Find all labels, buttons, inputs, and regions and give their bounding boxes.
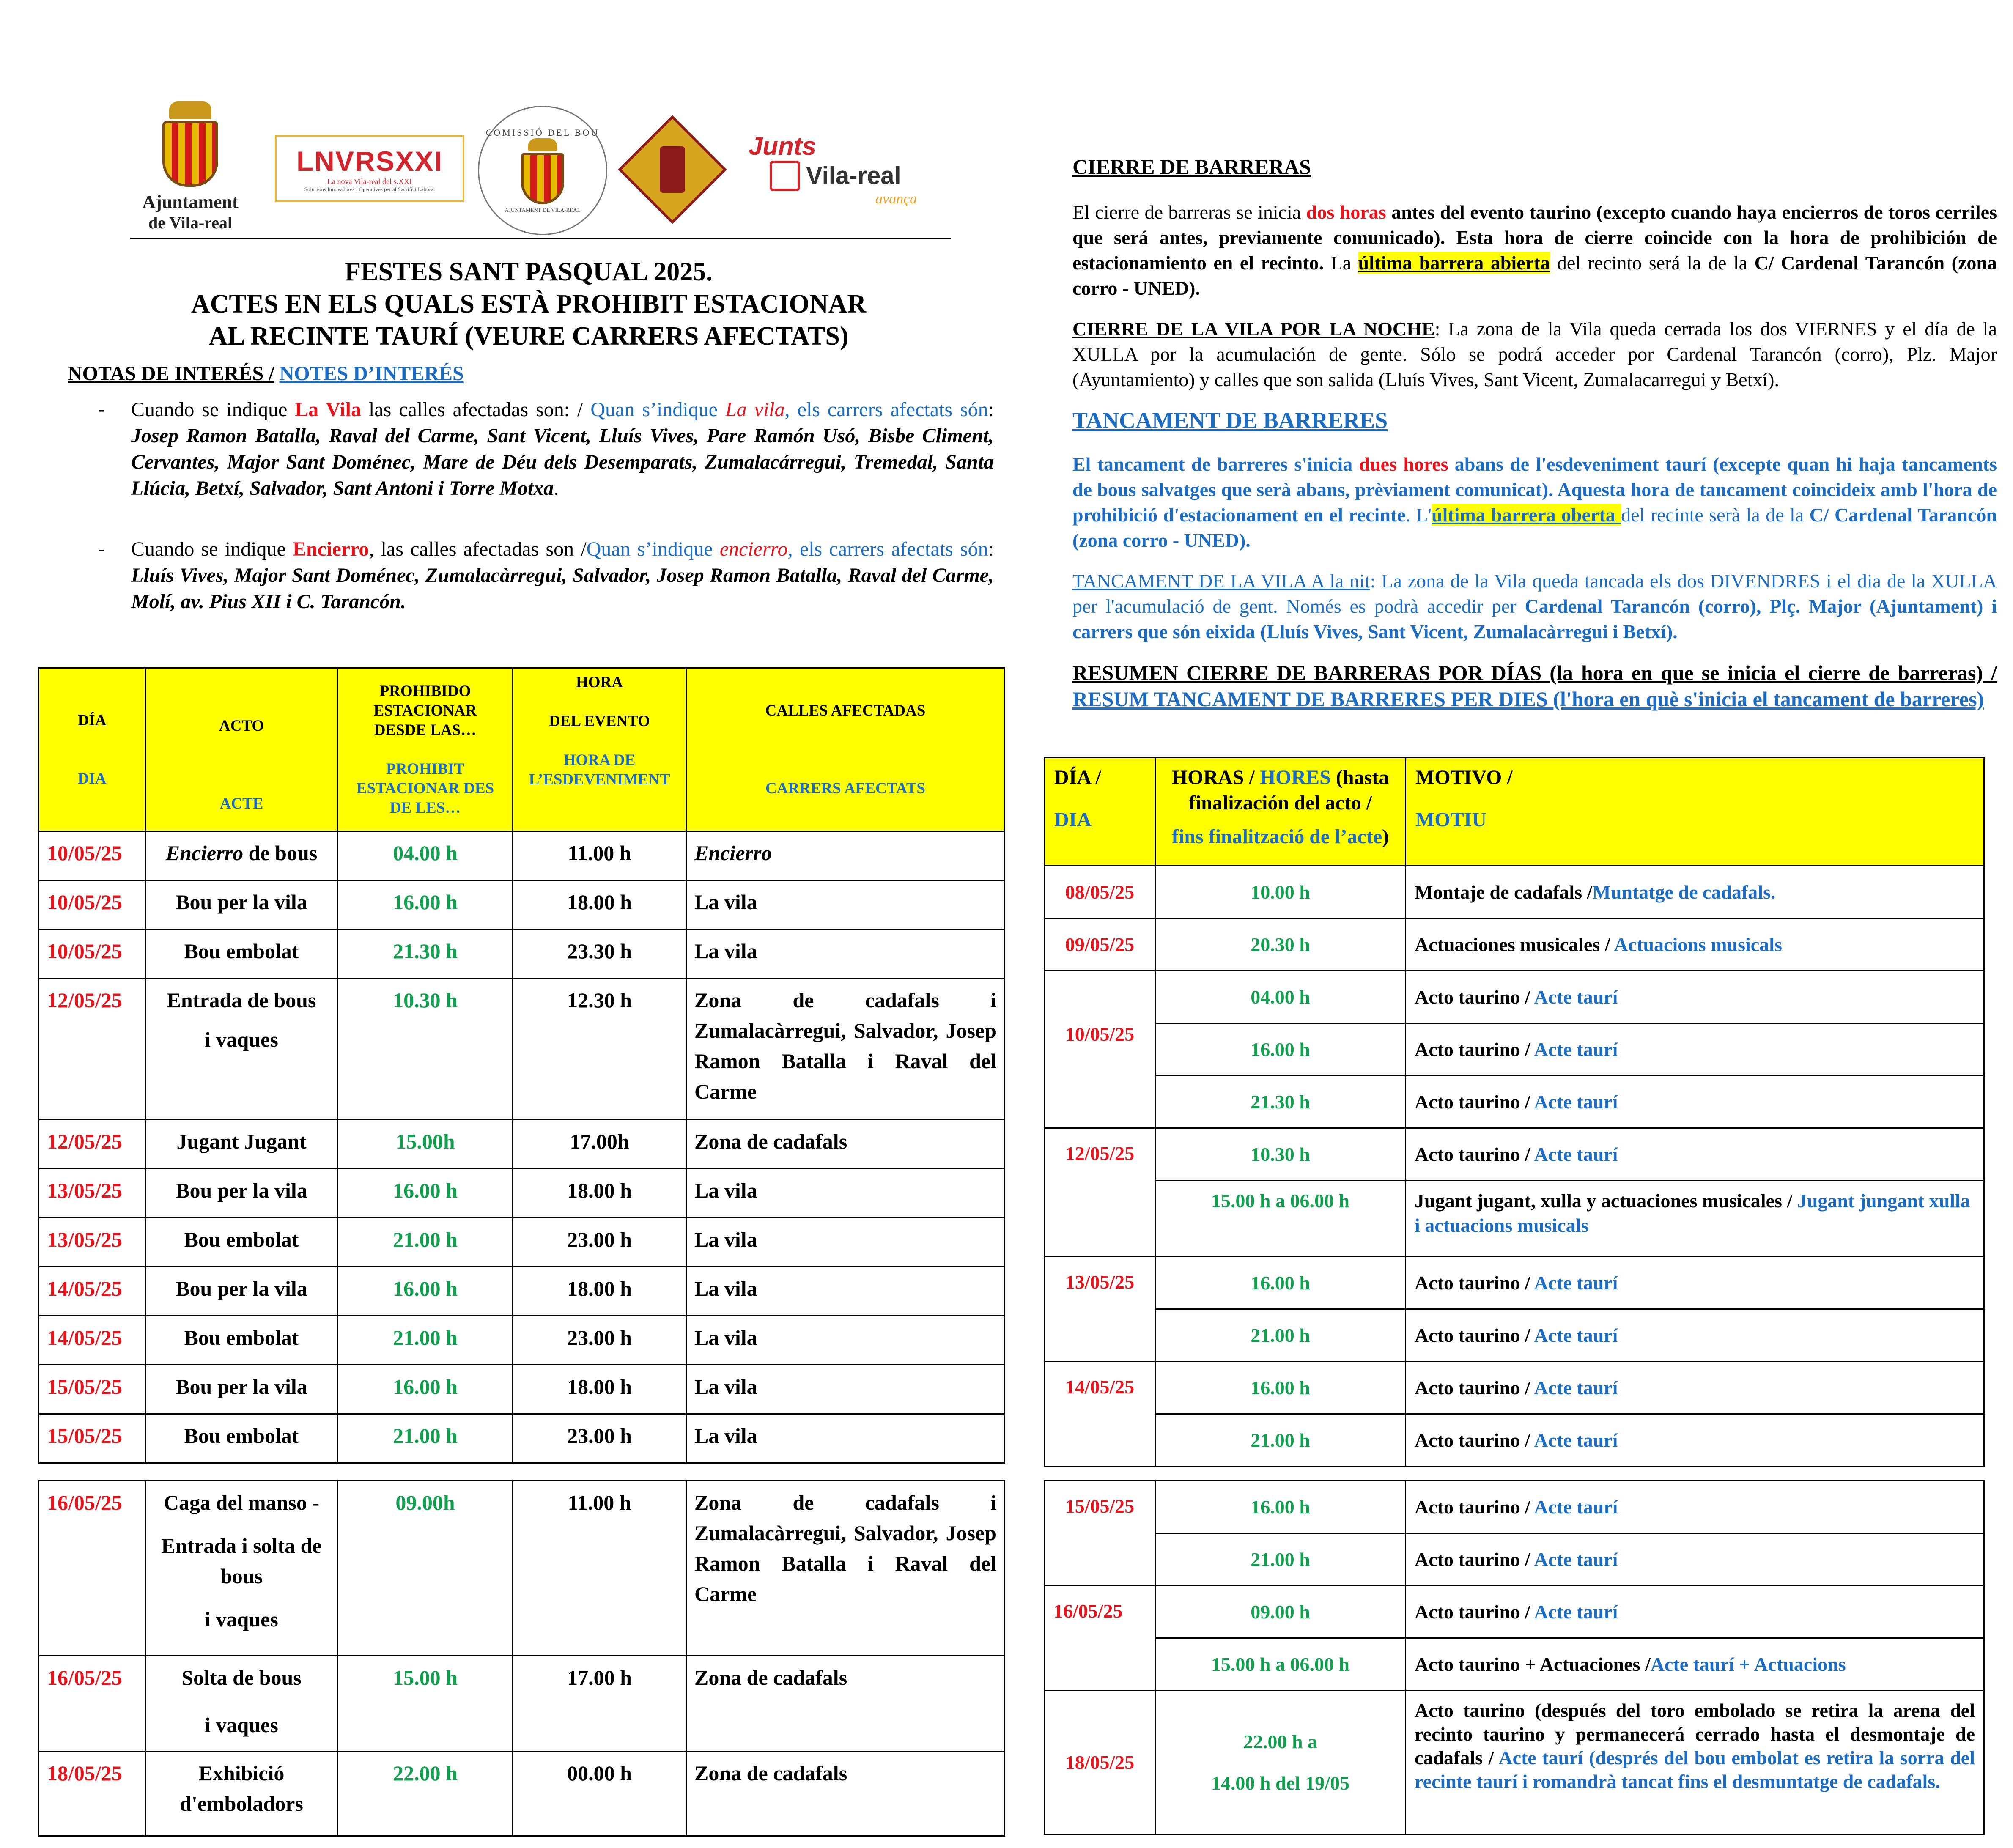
table-row: 15/05/25 Bou embolat 21.00 h 23.00 h La vila xyxy=(39,1414,1005,1463)
tancament-nit-text: TANCAMENT DE LA VILA A la nit: La zona de la Vila queda tancada els dos DIVENDRES i el dia de la XULLA per l'acumulació de gent. Només es podrà accedir per Cardenal Tarancón (corro), Plç. Major (Ajuntament) i carrers que són eixida (Lluís Vives, Sant Vicent, Zumalacàrregui i Betxí). xyxy=(1072,570,1997,642)
table-row: 21.00 h Acto taurino / Acte taurí xyxy=(1045,1414,1984,1467)
barrier-summary-table xyxy=(1044,757,1985,1467)
table-row: 14/05/25 16.00 h Acto taurino / Acte taurí xyxy=(1045,1362,1984,1414)
table-row: 21.00 h Acto taurino / Acte taurí xyxy=(1045,1309,1984,1362)
table-row: 09/05/25 20.30 h Actuaciones musicales / Actuacions musicals xyxy=(1045,919,1984,971)
table-header-row xyxy=(1045,758,1984,866)
la-vila-streets: Josep Ramon Batalla, Raval del Carme, Sant Vicent, Lluís Vives, Pare Ramón Usó, Bisbe Climent, Cervantes, Major Sant Doménec, Mare de Déu dels Desemparats, Zumalacárregui, Tremedal, Santa Llúcia, Betxí, Salvador, Sant Antoni i Torre Motxa xyxy=(131,425,994,499)
table-row: 18/05/25 Exhibició d'emboladors 22.00 h 00.00 h Zona de cadafals xyxy=(39,1752,1005,1836)
table-row: 14/05/25 Bou per la vila 16.00 h 18.00 h La vila xyxy=(39,1267,1005,1316)
notes-heading xyxy=(68,362,464,385)
table-row: 15/05/25 16.00 h Acto taurino / Acte taurí xyxy=(1045,1481,1984,1533)
table-row: 13/05/25 Bou per la vila 16.00 h 18.00 h La vila xyxy=(39,1169,1005,1218)
cierre-title: CIERRE DE BARRERAS xyxy=(1072,155,1311,178)
table-row: 14/05/25 Bou embolat 21.00 h 23.00 h La vila xyxy=(39,1316,1005,1365)
prohibition-table-continued xyxy=(38,1480,1005,1837)
note-encierro: Cuando se indique Encierro, las calles afectadas son /Quan s’indique encierro, els carrers afectats són: Lluís Vives, Major Sant Doménec, Zumalacàrregui, Salvador, Josep Ramon Batalla, Raval del Carme, Molí, av. Pius XII i C. Tarancón. xyxy=(131,538,994,613)
table-row: 15.00 h a 06.00 h Acto taurino + Actuaciones /Acte taurí + Actuacions xyxy=(1045,1638,1984,1691)
note-la-vila: Cuando se indique La Vila las calles afectadas son: / Quan s’indique La vila, els carrers afectats són: Josep Ramon Batalla, Raval del Carme, Sant Vicent, Lluís Vives, Pare Ramón Usó, Bisbe Climent, Cervantes, Major Sant Doménec, Mare de Déu dels Desemparats, Zumalacárregui, Tremedal, Santa Llúcia, Betxí, Salvador, Sant Antoni i Torre Motxa. xyxy=(131,398,994,499)
col-dia: DÍA DIA xyxy=(39,668,145,831)
table-row: 16/05/25 Caga del manso - Entrada i solta de bous i vaques 09.00h 11.00 h Zona de cadafals i Zumalacàrregui, Salvador, Josep Ramon Batalla i Raval del Carme xyxy=(39,1481,1005,1656)
avanca-label: avança xyxy=(875,191,917,207)
title-line1: FESTES SANT PASQUAL 2025. xyxy=(345,258,713,286)
lnvrs-logo xyxy=(275,135,464,202)
ajuntament-line1: Ajuntament xyxy=(142,192,239,212)
col-hora: HORA DEL EVENTO HORA DE L’ESDEVENIMENT xyxy=(513,668,686,831)
tancament-text: El tancament de barreres s'inicia dues hores abans de l'esdeveniment taurí (excepte quan hi haja tancaments de bous salvatges que serà abans, prèviament comunicat). Aquesta hora de tancament coincideix amb l'hora de prohibició d'estacionament en el recinte. L'última barrera oberta del recinte serà la de la C/ Cardenal Tarancón (zona corro - UNED). xyxy=(1072,453,1997,551)
ajuntament-line2: de Vila-real xyxy=(148,213,233,232)
table-row: 15/05/25 Bou per la vila 16.00 h 18.00 h La vila xyxy=(39,1365,1005,1414)
crown-icon xyxy=(528,138,557,151)
bullet-dash-2: - xyxy=(98,537,105,560)
coat-of-arms-icon xyxy=(521,153,564,204)
table-row: 16/05/25 Solta de bous i vaques 15.00 h 17.00 h Zona de cadafals xyxy=(39,1656,1005,1752)
page-title xyxy=(85,256,973,352)
table-row: 21.30 h Acto taurino / Acte taurí xyxy=(1045,1076,1984,1128)
col-horas: HORAS / HORES (hasta finalización del acto / fins finalització de l’acte) xyxy=(1155,758,1406,866)
junts-vilareal-logo xyxy=(744,127,943,211)
comissio-label: COMISSIÓ DEL BOU xyxy=(485,127,600,138)
col-calles: CALLES AFECTADAS CARRERS AFECTATS xyxy=(686,668,1005,831)
lnvrs-title: LNVRSXXI xyxy=(296,145,443,177)
title-line3: AL RECINTE TAURÍ (VEURE CARRERS AFECTATS) xyxy=(208,322,849,351)
ajuntament-logo xyxy=(135,101,245,233)
vr-mark-icon xyxy=(770,161,800,191)
table-row: 08/05/25 10.00 h Montaje de cadafals /Muntatge de cadafals. xyxy=(1045,866,1984,919)
lnvrs-sub1: La nova Vila-real del s.XXI xyxy=(327,177,412,186)
table-header-row xyxy=(39,668,1005,831)
junts-label: Junts xyxy=(749,132,817,160)
col-acto: ACTO ACTE xyxy=(145,668,338,831)
cierre-text: El cierre de barreras se inicia dos horas antes del evento taurino (excepto cuando haya encierros de toros cerriles que será antes, previamente comunicado). Esta hora de cierre coincide con la hora de prohibición de estacionamiento en el recinto. La última barrera abierta del recinto será la de la C/ Cardenal Tarancón (zona corro - UNED). xyxy=(1072,201,1997,299)
resumen-heading: RESUMEN CIERRE DE BARRERAS POR DÍAS (la hora en que se inicia el cierre de barreras) / RESUM TANCAMENT DE BARRERES PER DIES (l'hora en què s'inicia el tancament de barreres) xyxy=(1072,661,1997,711)
barrier-summary-table-continued xyxy=(1044,1480,1985,1835)
table-row: 10/05/25 Bou embolat 21.30 h 23.30 h La vila xyxy=(39,929,1005,979)
crown-icon xyxy=(169,101,211,119)
table-row: 15.00 h a 06.00 h Jugant jugant, xulla y actuaciones musicales / Jugant jungant xulla i actuacions musicals xyxy=(1045,1181,1984,1257)
table-row: 10/05/25 Bou per la vila 16.00 h 18.00 h La vila xyxy=(39,880,1005,929)
col-prohibido: PROHIBIDO ESTACIONAR DESDE LAS… PROHIBIT ESTACIONAR DES DE LES… xyxy=(338,668,513,831)
coat-of-arms-icon xyxy=(162,121,218,187)
notes-heading-ca: NOTES D’INTERÉS xyxy=(279,362,464,385)
table-row: 10/05/25 04.00 h Acto taurino / Acte taurí xyxy=(1045,971,1984,1023)
table-row: 12/05/25 Jugant Jugant 15.00h 17.00h Zona de cadafals xyxy=(39,1120,1005,1169)
diamond-badge-icon xyxy=(618,115,727,224)
comissio-bottom-label: AJUNTAMENT DE VILA-REAL xyxy=(505,207,581,213)
title-line2: ACTES EN ELS QUALS ESTÀ PROHIBIT ESTACIONAR xyxy=(191,290,867,318)
lnvrs-sub2: Solucions Innovadores i Operatives per al Sacrifici Laboral xyxy=(304,186,435,192)
table-row: 13/05/25 16.00 h Acto taurino / Acte taurí xyxy=(1045,1257,1984,1309)
prohibition-table xyxy=(38,667,1005,1464)
col-dia: DÍA / DIA xyxy=(1045,758,1155,866)
logo-divider xyxy=(130,238,951,239)
vilareal-label: Vila-real xyxy=(806,162,901,189)
notes-heading-es: NOTAS DE INTERÉS / xyxy=(68,362,274,385)
penya-logo xyxy=(622,118,723,220)
tancament-title: TANCAMENT DE BARRERES xyxy=(1072,408,1388,433)
table-row: 10/05/25 Encierro de bous 04.00 h 11.00 h Encierro xyxy=(39,831,1005,880)
table-row: 18/05/25 22.00 h a 14.00 h del 19/05 Acto taurino (después del toro embolado se retira la arena del recinto taurino y permanecerá cerrado hasta el desmontaje de cadafals / Acte taurí (després del bou embolat es retira la sorra del recinte taurí i romandrà tancat fins el desmuntatge de cadafals. xyxy=(1045,1691,1984,1834)
cierre-noche-text: CIERRE DE LA VILA POR LA NOCHE: La zona de la Vila queda cerrada los dos VIERNES y el día de la XULLA por la acumulación de gente. Sólo se podrá acceder por Cardenal Tarancón (corro), Plz. Major (Ayuntamiento) y calles que son salida (Lluís Vives, Sant Vicent, Zumalacarregui y Betxí). xyxy=(1072,318,1997,390)
table-row: 12/05/25 Entrada de bous i vaques 10.30 h 12.30 h Zona de cadafals i Zumalacàrregui, Salvador, Josep Ramon Batalla i Raval del Carme xyxy=(39,979,1005,1120)
col-motivo: MOTIVO / MOTIU xyxy=(1406,758,1984,866)
bullet-dash-1: - xyxy=(98,398,105,420)
table-row: 21.00 h Acto taurino / Acte taurí xyxy=(1045,1533,1984,1586)
table-row: 16.00 h Acto taurino / Acte taurí xyxy=(1045,1023,1984,1076)
table-row: 16/05/25 09.00 h Acto taurino / Acte taurí xyxy=(1045,1586,1984,1638)
table-row: 12/05/25 10.30 h Acto taurino / Acte taurí xyxy=(1045,1128,1984,1181)
encierro-streets: Lluís Vives, Major Sant Doménec, Zumalacàrregui, Salvador, Josep Ramon Batalla, Raval del Carme, Molí, av. Pius XII i C. Tarancón. xyxy=(131,564,994,613)
comissio-bou-logo xyxy=(478,106,607,235)
table-row: 13/05/25 Bou embolat 21.00 h 23.00 h La vila xyxy=(39,1218,1005,1267)
